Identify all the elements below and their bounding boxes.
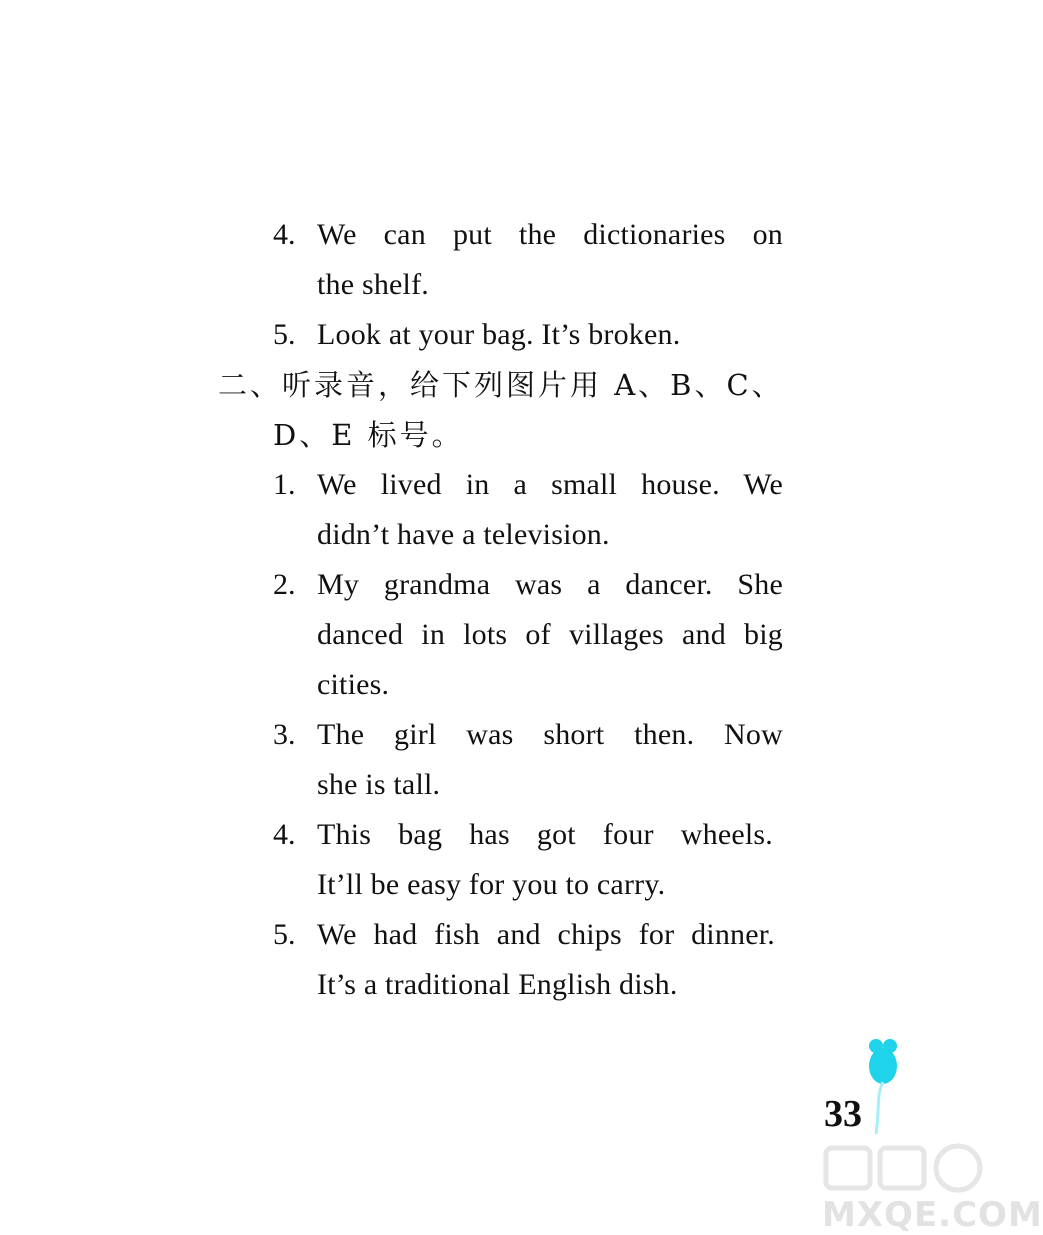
- page-number: 33: [824, 1093, 862, 1135]
- item-5-line-1: Look at your bag. It’s broken.: [317, 318, 681, 351]
- section-2-heading-line-2: D、E 标号。: [273, 418, 464, 452]
- section-2-item-2-line-1: My grandma was a dancer. She: [317, 568, 783, 601]
- section-2-item-number-5: 5.: [273, 918, 296, 951]
- watermark-text: MXQE.COM: [822, 1195, 1043, 1235]
- section-2-item-number-2: 2.: [273, 568, 296, 601]
- section-2-item-3-line-1: The girl was short then. Now: [317, 718, 783, 751]
- section-2-item-4-line-1: This bag has got four wheels.: [317, 818, 773, 851]
- section-2-item-4-line-2: It’ll be easy for you to carry.: [317, 868, 666, 901]
- section-2-item-number-3: 3.: [273, 718, 296, 751]
- item-4-line-1: We can put the dictionaries on: [317, 218, 783, 251]
- section-2-item-5-line-2: It’s a traditional English dish.: [317, 968, 678, 1001]
- section-2-item-1-line-1: We lived in a small house. We: [317, 468, 783, 501]
- section-2-item-1-line-2: didn’t have a television.: [317, 518, 610, 551]
- item-number-5: 5.: [273, 318, 296, 351]
- section-2-item-3-line-2: she is tall.: [317, 768, 441, 801]
- mouse-decoration-icon: [858, 1036, 908, 1136]
- item-number-4: 4.: [273, 218, 296, 251]
- section-2-item-2-line-2: danced in lots of villages and big: [317, 618, 783, 651]
- item-4-line-2: the shelf.: [317, 268, 429, 301]
- section-2-item-number-4: 4.: [273, 818, 296, 851]
- section-2-item-2-line-3: cities.: [317, 668, 390, 701]
- section-2-heading-line-1: 二、听录音，给下列图片用 A、B、C、: [218, 368, 784, 402]
- section-2-item-5-line-1: We had fish and chips for dinner.: [317, 918, 775, 951]
- section-2-item-number-1: 1.: [273, 468, 296, 501]
